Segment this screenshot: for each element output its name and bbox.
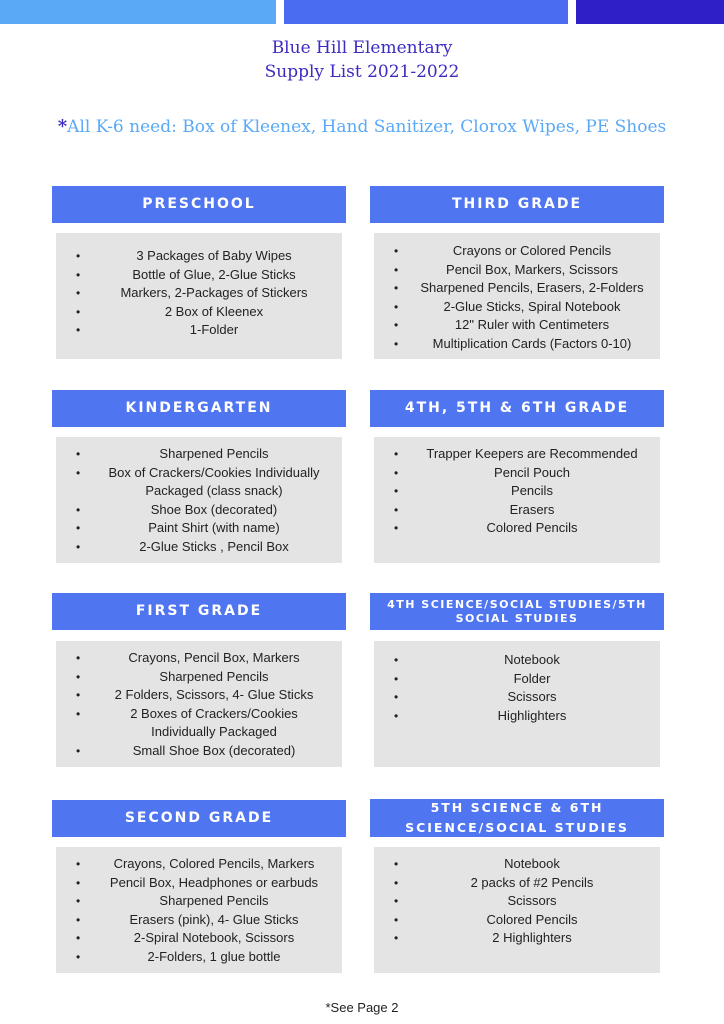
second-grade-list [56,855,342,966]
notice-text: All K-6 need: Box of Kleenex, Hand Sanitizer, Clorox Wipes, PE Shoes [67,117,667,137]
list-item: • 3 Packages of Baby Wipes [56,247,342,266]
list-item: • Crayons, Colored Pencils, Markers [56,855,342,874]
list-item: • Pencil Box, Headphones or earbuds [56,874,342,893]
list-item: • Colored Pencils [374,911,660,930]
list-item: • Sharpened Pencils [56,445,342,464]
kindergarten-header: KINDERGARTEN [52,390,346,427]
list-item: • Shoe Box (decorated) [56,501,342,520]
science-social-studies-5-6-list-box [374,847,660,973]
grades-4-5-6-list-box [374,437,660,563]
list-item: • Folder [374,670,660,689]
list-item: • 2 Boxes of Crackers/Cookies Individually Packaged [56,705,342,742]
school-name: Blue Hill Elementary [271,38,453,58]
grades-4-5-6-list [374,445,660,538]
third-grade-list-box [374,233,660,359]
list-item: • Scissors [374,892,660,911]
third-grade-header: THIRD GRADE [370,186,664,223]
list-item: • Pencil Pouch [374,464,660,483]
top-bar-dark [576,0,724,24]
science-social-studies-5-6-list [374,855,660,948]
first-grade-list [56,649,342,760]
list-item: • Bottle of Glue, 2-Glue Sticks [56,266,342,285]
list-item: • Pencil Box, Markers, Scissors [374,261,660,280]
list-item: • 2-Glue Sticks, Spiral Notebook [374,298,660,317]
first-grade-list-box [56,641,342,767]
list-item: • Highlighters [374,707,660,726]
top-bar-medium [284,0,568,24]
second-grade-list-box [56,847,342,973]
list-item: • Scissors [374,688,660,707]
list-item: • Sharpened Pencils, Erasers, 2-Folders [374,279,660,298]
list-item: • 2-Spiral Notebook, Scissors [56,929,342,948]
list-item: • 1-Folder [56,321,342,340]
list-title: Supply List 2021-2022 [264,62,460,82]
list-item: • Box of Crackers/Cookies Individually Packaged (class snack) [56,464,342,501]
list-item: • Trapper Keepers are Recommended [374,445,660,464]
list-item: • Markers, 2-Packages of Stickers [56,284,342,303]
list-item: • 2 Folders, Scissors, 4- Glue Sticks [56,686,342,705]
list-item: • Notebook [374,651,660,670]
second-grade-header: SECOND GRADE [52,800,346,837]
list-item: • Erasers [374,501,660,520]
science-social-studies-4-5-header: 4TH SCIENCE/SOCIAL STUDIES/5TH SOCIAL STUDIES [370,593,664,630]
list-item: • 2-Folders, 1 glue bottle [56,948,342,967]
list-item: • Paint Shirt (with name) [56,519,342,538]
list-item: • Crayons, Pencil Box, Markers [56,649,342,668]
science-social-studies-4-5-list [374,651,660,725]
top-bar-light [0,0,276,24]
third-grade-list [374,242,660,353]
list-item: • Small Shoe Box (decorated) [56,742,342,761]
list-item: • Notebook [374,855,660,874]
list-item: • Colored Pencils [374,519,660,538]
science-social-studies-5-6-header: 5TH SCIENCE & 6TH SCIENCE/SOCIAL STUDIES [370,799,664,837]
list-item: • Sharpened Pencils [56,892,342,911]
kindergarten-list [56,445,342,556]
footer-note: *See Page 2 [325,1000,399,1015]
notice-asterisk: * [57,116,68,137]
preschool-header: PRESCHOOL [52,186,346,223]
kindergarten-list-box [56,437,342,563]
list-item: • 12" Ruler with Centimeters [374,316,660,335]
list-item: • 2 Box of Kleenex [56,303,342,322]
list-item: • Multiplication Cards (Factors 0-10) [374,335,660,354]
list-item: • Pencils [374,482,660,501]
list-item: • Crayons or Colored Pencils [374,242,660,261]
science-social-studies-4-5-list-box [374,641,660,767]
grades-4-5-6-header: 4TH, 5TH & 6TH GRADE [370,390,664,427]
list-item: • 2-Glue Sticks , Pencil Box [56,538,342,557]
preschool-list [56,247,342,340]
all-grades-notice [40,112,684,142]
list-item: • Sharpened Pencils [56,668,342,687]
first-grade-header: FIRST GRADE [52,593,346,630]
list-item: • 2 Highlighters [374,929,660,948]
list-item: • 2 packs of #2 Pencils [374,874,660,893]
list-item: • Erasers (pink), 4- Glue Sticks [56,911,342,930]
preschool-list-box [56,233,342,359]
